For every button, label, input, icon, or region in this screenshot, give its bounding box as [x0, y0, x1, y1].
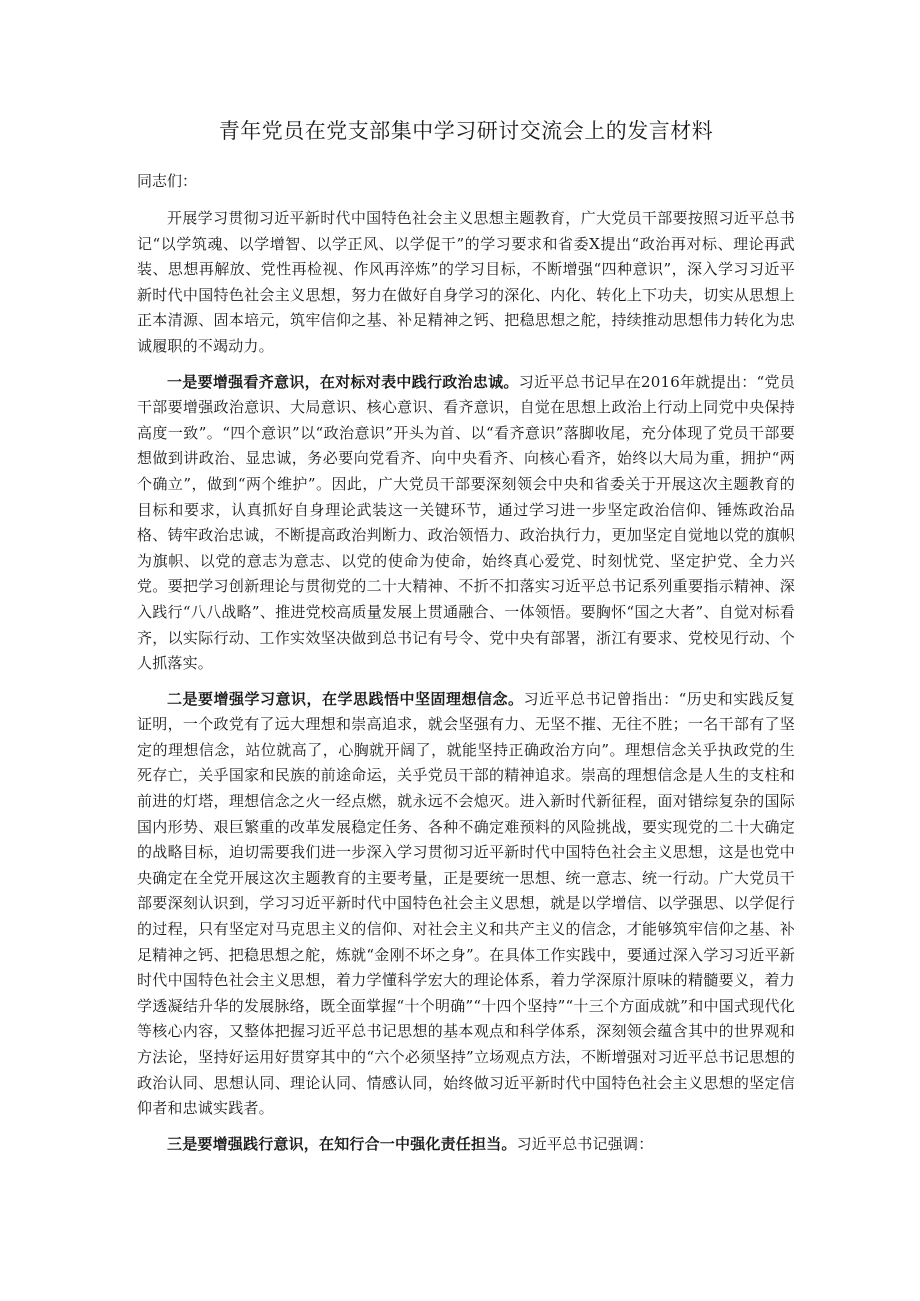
section-2-lead: 二是要增强学习意识，在学思践悟中坚固理想信念。	[167, 689, 524, 708]
section-1-paragraph	[137, 370, 795, 677]
intro-paragraph: 开展学习贯彻习近平新时代中国特色社会主义思想主题教育，广大党员干部要按照习近平总书记“以学筑魂、以学增智、以学正风、以学促干”的学习要求和省委X提出“政治再对标、理论再武装、思想再解放、党性再检视、作风再淬炼”的学习目标，不断增强“四种意识”，深入学习习近平新时代中国特色社会主义思想，努力在做好自身学习的深化、内化、转化上下功夫，切实从思想上正本清源、固本培元，筑牢信仰之基、补足精神之钙、把稳思想之舵，持续推动思想伟力转化为忠诚履职的不竭动力。	[137, 209, 795, 355]
document-title: 青年党员在党支部集中学习研讨交流会上的发言材料	[218, 119, 714, 143]
section-2-paragraph	[137, 687, 795, 1122]
document-page	[137, 115, 795, 1167]
section-3-lead: 三是要增强践行意识，在知行合一中强化责任担当。	[167, 1134, 517, 1153]
section-3-paragraph	[137, 1132, 795, 1158]
salutation: 同志们：	[137, 172, 198, 190]
section-2-body: 习近平总书记曾指出：“历史和实践反复证明，一个政党有了远大理想和崇高追求，就会坚强有力、无坚不摧、无往不胜；一名干部有了坚定的理想信念，站位就高了，心胸就开阔了，就能坚持正确政治方向”。理想信念关乎执政党的生死存亡，关乎国家和民族的前途命运，关乎党员干部的精神追求。崇高的理想信念是人生的支柱和前进的灯塔，理想信念之火一经点燃，就永远不会熄灭。进入新时代新征程，面对错综复杂的国际国内形势、艰巨繁重的改革发展稳定任务、各种不确定难预料的风险挑战，要实现党的二十大确定的战略目标，迫切需要我们进一步深入学习贯彻习近平新时代中国特色社会主义思想，这是也党中央确定在全党开展这次主题教育的主要考量，正是要统一思想、统一意志、统一行动。广大党员干部要深刻认识到，学习习近平新时代中国特色社会主义思想，就是以学增信、以学强思、以学促行的过程，只有坚定对马克思主义的信仰、对社会主义和共产主义的信念，才能够筑牢信仰之基、补足精神之钙、把稳思想之舵，炼就“金刚不坏之身”。在具体工作实践中，要通过深入学习习近平新时代中国特色社会主义思想，着力学懂科学宏大的理论体系，着力学深原汁原味的精髓要义，着力学透凝结升华的发展脉络，既全面掌握“十个明确”“十四个坚持”“十三个方面成就”和中国式现代化等核心内容，又整体把握习近平总书记思想的基本观点和科学体系，深刻领会蕴含其中的世界观和方法论，坚持好运用好贯穿其中的“六个必须坚持”立场观点方法，不断增强对习近平总书记思想的政治认同、思想认同、理论认同、情感认同，始终做习近平新时代中国特色社会主义思想的坚定信仰者和忠诚实践者。	[137, 689, 795, 1118]
section-1-body: 习近平总书记早在2016年就提出：“党员干部要增强政治意识、大局意识、核心意识、看齐意识，自觉在思想上政治上行动上同党中央保持高度一致”。“四个意识”以“政治意识”开头为首、以“看齐意识”落脚收尾，充分体现了党员干部要想做到讲政治、显忠诚，务必要向党看齐、向中央看齐、向核心看齐，始终以大局为重，拥护“两个确立”，做到“两个维护”。因此，广大党员干部要深刻领会中央和省委关于开展这次主题教育的目标和要求，认真抓好自身理论武装这一关键环节，通过学习进一步坚定政治信仰、锤炼政治品格、铸牢政治忠诚，不断提高政治判断力、政治领悟力、政治执行力，更加坚定自觉地以党的旗帜为旗帜、以党的意志为意志、以党的使命为使命，始终真心爱党、时刻忧党、坚定护党、全力兴党。要把学习创新理论与贯彻党的二十大精神、不折不扣落实习近平总书记系列重要指示精神、深入践行“八八战略”、推进党校高质量发展上贯通融合、一体领悟。要胸怀“国之大者”、自觉对标看齐，以实际行动、工作实效坚决做到总书记有号令、党中央有部署，浙江有要求、党校见行动、个人抓落实。	[137, 372, 795, 673]
section-1-lead: 一是要增强看齐意识，在对标对表中践行政治忠诚。	[167, 372, 519, 391]
section-3-body: 习近平总书记强调：	[516, 1134, 654, 1153]
